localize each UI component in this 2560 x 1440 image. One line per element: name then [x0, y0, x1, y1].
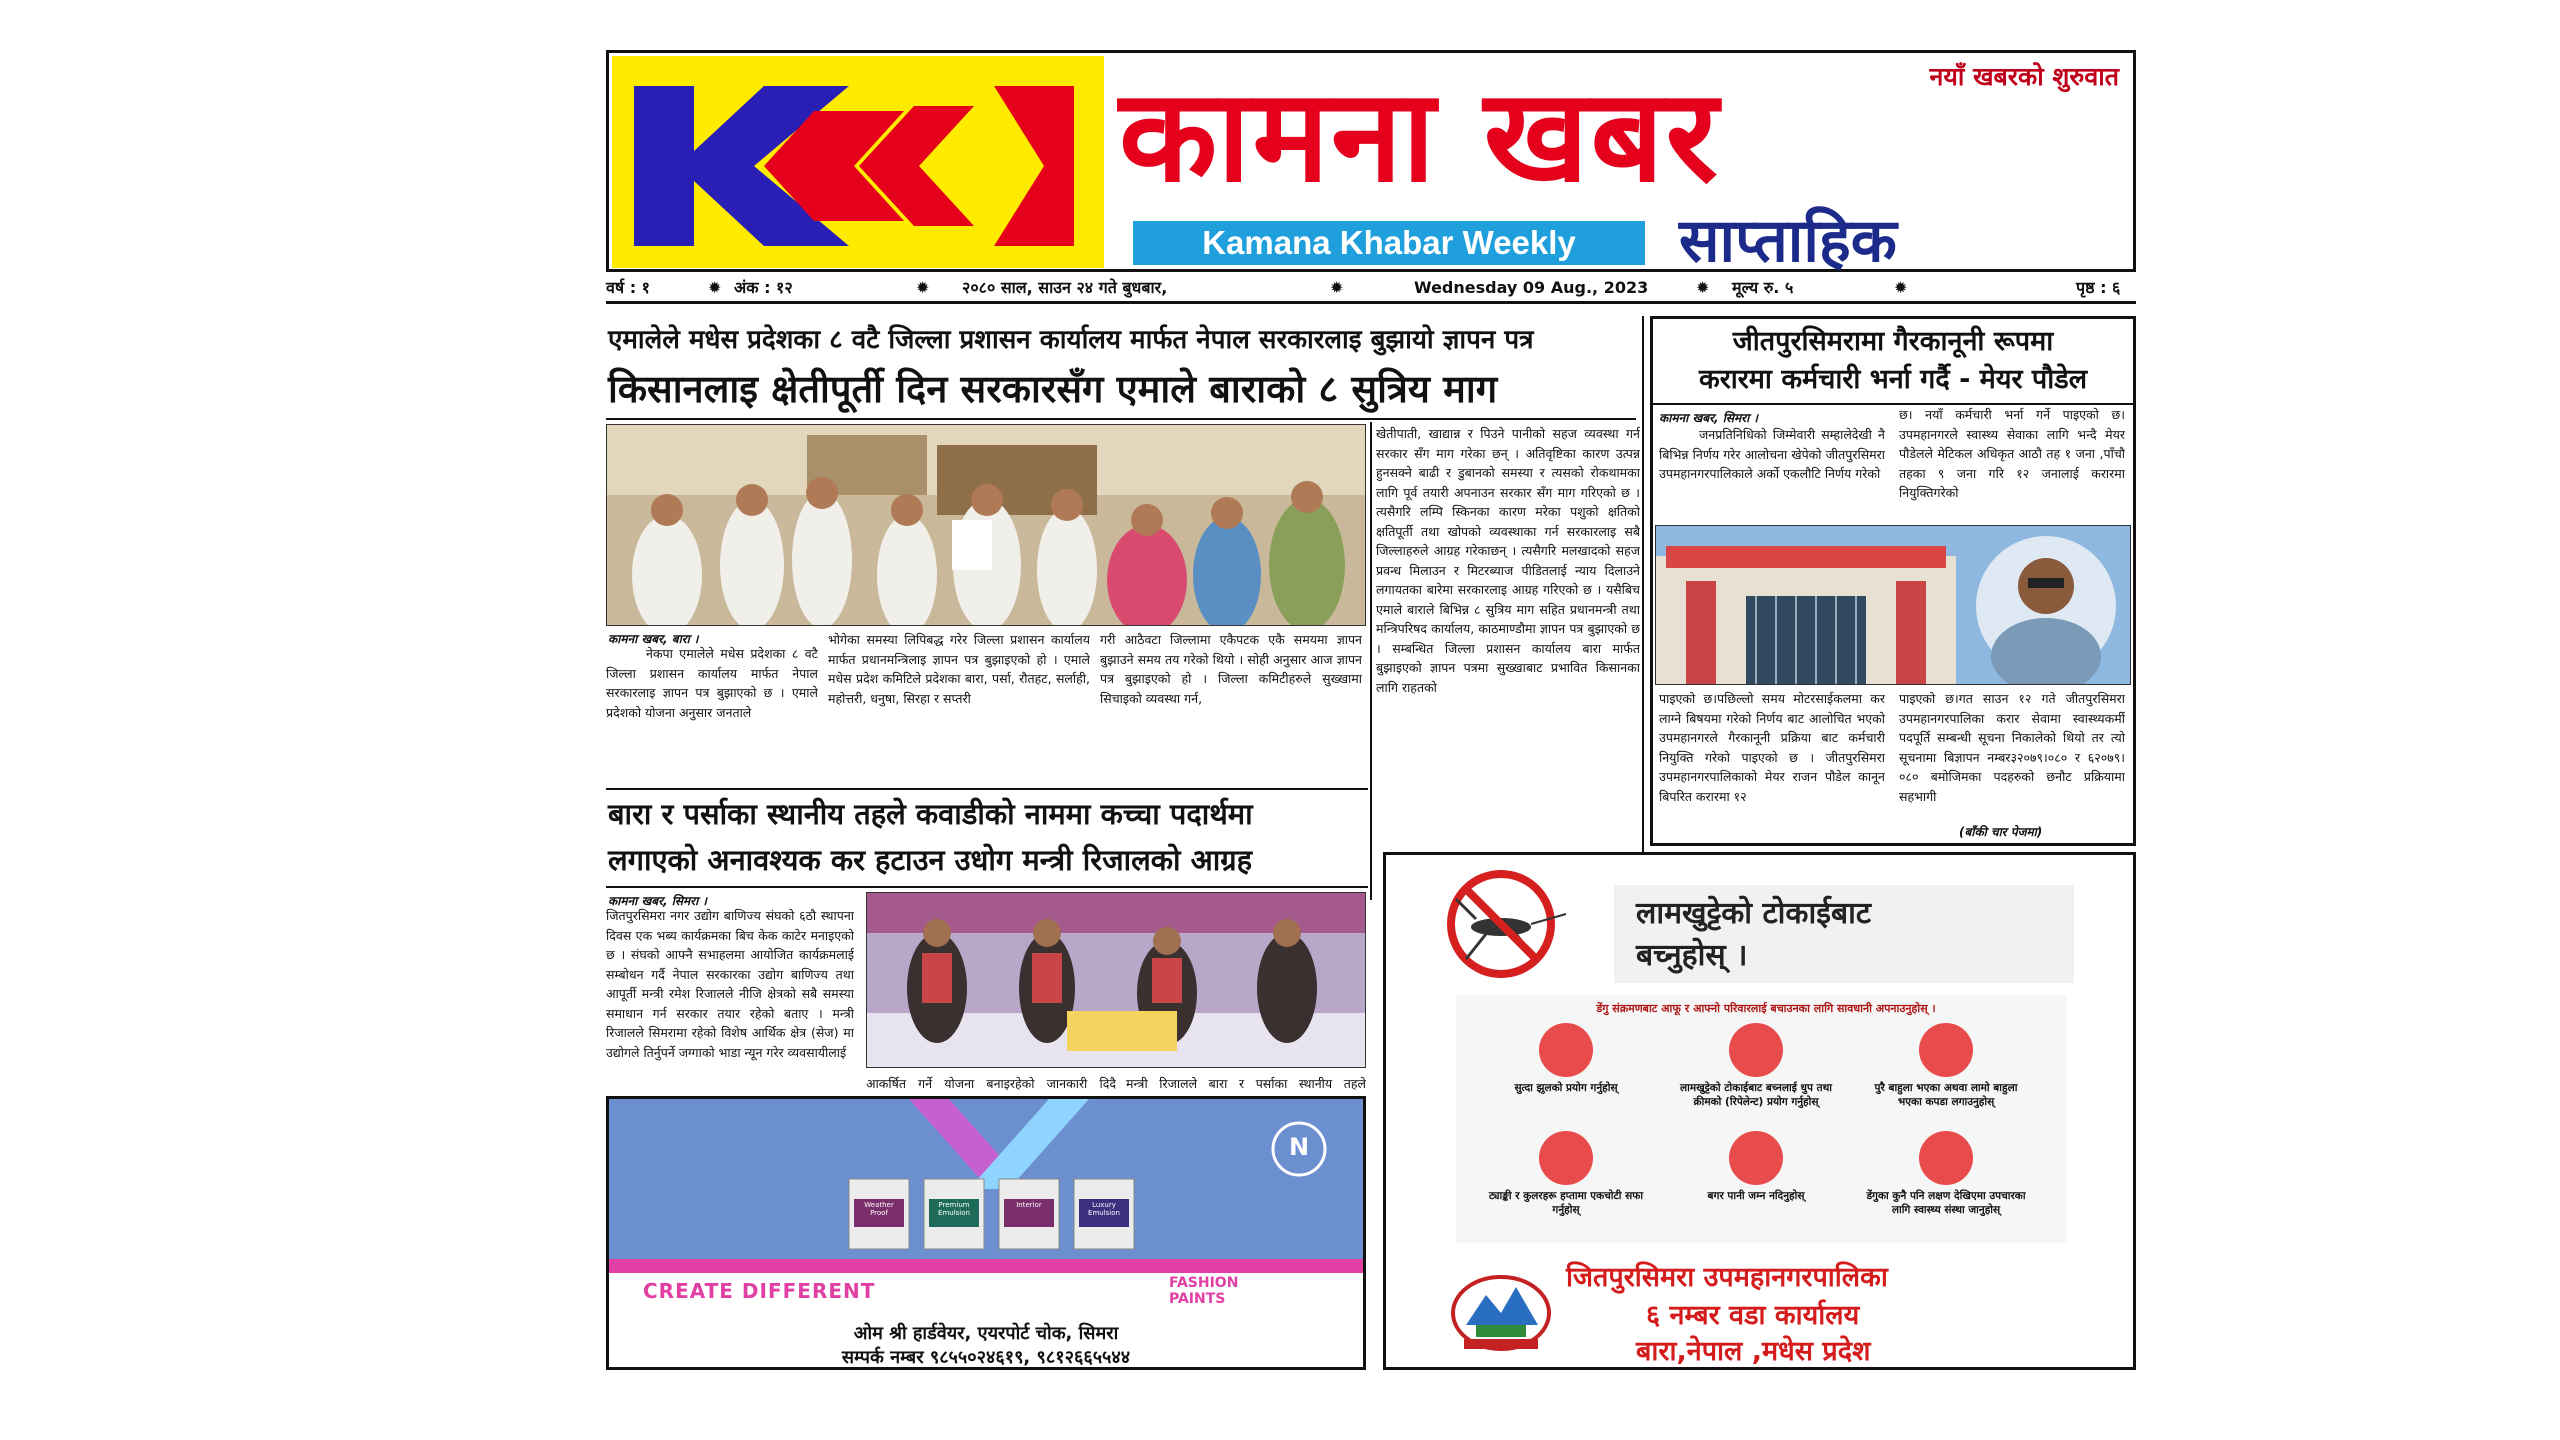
paint-ad-banner [609, 1099, 1363, 1315]
masthead-title: कामना खबर [1119, 62, 1720, 211]
paint-can-label: Weather Proof [864, 1201, 894, 1217]
story2-column-1: जितपुरसिमरा नगर उद्योग बाणिज्य संघको ६ठौ स्थापना दिवस एक भब्य कार्यक्रमका बिच केक काटेर मनाइएको छ । संघको आफ्नै सभाहलमा आयोजित कार्यक्रमलाई सम्बोधन गर्दै नेपाल सरकारका उद्योग बाणिज्य तथा आपूर्ती मन्त्री रमेश रिजालले नीजि क्षेत्रको सबै समस्या समाधान गर्न सरकार तयार रहेको बताए । मन्त्री रिजालले सिमरामा रहेको विशेष आर्थिक क्षेत्र (सेज) मा उद्योगले तिर्नुपर्ने जग्गाको भाडा न्यून गरेर व्यवसायीलाई [606, 908, 854, 1060]
story1-column-4: खेतीपाती, खाद्यान्न र पिउने पानीको सहज व्यवस्था गर्न सरकार सँग माग गरेका छन् । अतिवृष्टिका कारण उत्पन्न हुनसक्ने बाढी र डुबानको समस्या र त्यसको रोकथामका लागि पूर्व तयारी अपनाउन सरकार सँग माग गरिएको छ । त्यसैगरि लम्पि स्किनका कारण मरेका पशुको क्षतिको क्षतिपूर्ती तथा खोपको व्यवस्थाका गर्न सरकारलाइ सबै जिल्लाहरुले आग्रह गरेकाछन् । त्यसैगरि मलखादको सहज प्रवन्ध मिलाउन र मिटरब्याज पीडितलाई न्याय दिलाउने लगायतका बारेमा सरकारलाइ आग्रह गरिएको छ । यसैबिच एमाले बाराले बिभिन्न ८ सुत्रिय माग सहित प्रधानमन्त्री तथा मन्त्रिपरिषद कार्यालय, काठमाण्डौमा ज्ञापन पत्र बुझाएको छ । सम्बन्धित जिल्ला प्रशासन कार्यालय बारा मार्फत बुझाइएको ज्ञापन पत्रमा सुख्खाबाट प्रभावित किसानका लागि राहतको [1376, 426, 1640, 695]
story2-byline: कामना खबर, सिमरा । [608, 894, 707, 908]
bullet-icon: ✹ [708, 278, 722, 297]
volume-year: वर्ष : १ [606, 278, 651, 297]
paint-slogan: CREATE DIFFERENT [643, 1279, 876, 1303]
paint-ad-address: ओम श्री हार्डवेयर, एयरपोर्ट चोक, सिमरा [853, 1323, 1119, 1344]
story1-byline: कामना खबर, बारा । [608, 632, 699, 646]
divider [1642, 316, 1644, 900]
bullet-icon: ✹ [1894, 278, 1908, 297]
divider [606, 886, 1368, 888]
office-gate-photo-icon [1656, 526, 2131, 685]
doctor-icon [1919, 1131, 1973, 1185]
story3-photo [1655, 525, 2131, 685]
paint-can-label: Luxury Emulsion [1088, 1201, 1120, 1217]
paint-brand-line-1: FASHION [1169, 1275, 1239, 1291]
paint-advertisement [606, 1096, 1366, 1370]
kk-logo-icon [614, 56, 1094, 268]
dengue-subtitle: डेंगु संक्रमणबाट आफू र आफ्नो परिवारलाई बचाउनका लागि सावधानी अपनाउनुहोस् । [1596, 1002, 1936, 1015]
dengue-awareness-ad [1383, 852, 2136, 1370]
divider [606, 418, 1636, 420]
story1-column-1: नेकपा एमालेले मधेस प्रदेशका ८ वटै जिल्ला प्रशासन कार्यालय मार्फत नेपाल सरकारलाइ ज्ञापन पत्र बुझाएको छ । एमाले प्रदेशको योजना अनुसार जनताले [606, 646, 818, 720]
net-icon [1539, 1023, 1593, 1077]
page-number: पृष्ठ : ६ [2076, 278, 2121, 297]
logo [612, 56, 1104, 268]
date-nepali: २०८० साल, साउन २४ गते बुधबार, [962, 278, 1168, 297]
dengue-title-line-2: बच्नुहोस् । [1636, 938, 1748, 973]
story1-headline: किसानलाइ क्षेतीपूर्ती दिन सरकारसँग एमाले बाराको ८ सुत्रिय माग [608, 367, 1498, 411]
paint-can-label: Interior [1016, 1201, 1042, 1209]
story3-box [1650, 316, 2136, 846]
story2-headline-line-1: बारा र पर्साका स्थानीय तहले कवाडीको नाममा कच्चा पदार्थमा [608, 797, 1253, 831]
story3-column-3: पाइएको छ।पछिल्लो समय मोटरसाईकलमा कर लाग्ने बिषयमा गरेको निर्णय बाट आलोचित भएको उपमहानगरले गैरकानूनी प्रक्रिया बाट कर्मचारी नियुक्ति गरेको पाइएको छ । जीतपुरसिमरा उपमहानगरपालिकाको मेयर राजन पौडेल कानून बिपरित करारमा १२ [1659, 691, 1885, 804]
dengue-tip: डेंगुका कुनै पनि लक्षण देखिएमा उपचारका लागि स्वास्थ्य संस्था जानुहोस् [1866, 1131, 2026, 1217]
group-photo-icon [607, 425, 1366, 626]
divider [1370, 422, 1372, 900]
price: मूल्य रु. ५ [1732, 278, 1794, 297]
story2-column-2: आकर्षित गर्ने योजना बनाइरहेको जानकारी दिदै [866, 1076, 1116, 1091]
story2-column-3: मन्त्री रिजालले बारा र पर्साका स्थानीय तहले [1126, 1076, 1366, 1091]
story3-headline-line-1: जीतपुरसिमरामा गैरकानूनी रूपमा [1732, 326, 2054, 357]
newspaper-page [606, 50, 2136, 1370]
repellent-icon [1729, 1023, 1783, 1077]
issue-info-strip [606, 276, 2136, 304]
story1-column-2: भोगेका समस्या लिपिबद्ध गरेर जिल्ला प्रशासन कार्यालय मार्फत प्रधानमन्त्रिलाइ ज्ञापन पत्र बुझाइएको हो । एमाले मधेस प्रदेश कमिटिले प्रदेशका बारा, पर्सा, रौतहट, सर्लाही, महोत्तरी, धनुषा, सिरहा र सप्तरी [828, 632, 1090, 706]
ward-office-line-1: जितपुरसिमरा उपमहानगरपालिका [1566, 1262, 1888, 1293]
story2-headline-line-2: लगाएको अनावश्यक कर हटाउन उधोग मन्त्री रिजालको आग्रह [608, 843, 1253, 877]
story1-column-3: गरी आठैवटा जिल्लामा एकैपटक एकै समयमा ज्ञापन बुझाउने समय तय गरेको थियो । सोही अनुसार आज ज्ञापन पत्र बुझाइएको हो । जिल्ला कमिटीहरुले सुख्खामा सिचाइको व्यवस्था गर्न, [1100, 632, 1362, 706]
date-english: Wednesday 09 Aug., 2023 [1414, 278, 1649, 297]
paint-brand [1169, 1275, 1238, 1307]
water-icon [1729, 1131, 1783, 1185]
brand-badge-icon: N [1288, 1133, 1310, 1161]
story3-continued: (बाँकी चार पेजमा) [1959, 825, 2043, 839]
paint-ad-contact: सम्पर्क नम्बर ९८५५०२४६१९, ९८१२६६५५४४ [841, 1347, 1131, 1368]
story3-byline: कामना खबर, सिमरा । [1659, 411, 1758, 425]
weekly-label-en: Kamana Khabar Weekly [1133, 221, 1645, 265]
ward-office-line-2: ६ नम्बर वडा कार्यालय [1646, 1300, 1860, 1331]
weekly-label-np: साप्ताहिक [1679, 206, 1897, 276]
no-mosquito-icon [1416, 869, 1586, 979]
story1-kicker: एमालेले मधेस प्रदेशका ८ वटै जिल्ला प्रशासन कार्यालय मार्फत नेपाल सरकारलाइ बुझायो ज्ञापन पत्र [608, 325, 1534, 355]
dengue-tip: सुत्दा झुलको प्रयोग गर्नुहोस् [1486, 1023, 1646, 1095]
dengue-title-line-1: लामखुट्टेको टोकाईबाट [1636, 896, 1871, 931]
shirt-icon [1919, 1023, 1973, 1077]
story2-photo [866, 892, 1366, 1068]
bullet-icon: ✹ [1330, 278, 1344, 297]
paint-brand-line-2: PAINTS [1169, 1291, 1226, 1307]
story3-column-2: छ। नयाँ कर्मचारी भर्ना गर्ने पाइएको छ।उपमहानगरले स्वास्थ्य सेवाका लागि भन्दै मेयर पौडेलले मेटिकल अधिकृत आठौ तह १ जना ,पाँचौ तहका ९ जना गरि १२ जनालाई करारमा नियुक्तिगरेको [1899, 407, 2125, 500]
divider [606, 788, 1368, 790]
issue-number: अंक : १२ [734, 278, 793, 297]
bullet-icon: ✹ [1696, 278, 1710, 297]
ceremony-photo-icon [867, 893, 1366, 1068]
story3-column-1: जनप्रतिनिधिको जिम्मेवारी सम्हालेदेखी नै बिभिन्न निर्णय गरेर आलोचना खेपेको जीतपुरसिमरा उपमहानगरपालिकाले अर्को एकलौटि निर्णय गरेको [1659, 427, 1885, 481]
story1-photo [606, 424, 1366, 626]
dengue-tip: ट्याङ्की र कुलरहरू हप्तामा एकचोटी सफा गर्नुहोस् [1486, 1131, 1646, 1217]
nepal-emblem-icon [1446, 1265, 1556, 1355]
ward-office-line-3: बारा,नेपाल ,मधेस प्रदेश [1636, 1336, 1871, 1367]
story3-column-4: पाइएको छ।गत साउन १२ गते जीतपुरसिमरा उपमहानगरपालिका करार सेवामा स्वास्थ्यकर्मी पदपूर्ति सम्बन्धी सूचना निकालेको थियो तर त्यो सूचनामा बिज्ञापन नम्बर३२०७९।०८० र ६२०७९।०८० बमोजिमका पदहरुको छनौट प्रक्रियामा सहभागी [1899, 691, 2125, 804]
dengue-tip: बगर पानी जम्न नदिनुहोस् [1676, 1131, 1836, 1203]
paint-can-label: Premium Emulsion [938, 1201, 970, 1217]
dengue-tip: लामखुट्टेको टोकाईबाट बच्नलाई धुप तथा क्रीमको (रिपेलेन्ट) प्रयोग गर्नुहोस् [1676, 1023, 1836, 1109]
tank-icon [1539, 1131, 1593, 1185]
masthead-tagline: नयाँ खबरको शुरुवात [1929, 62, 2119, 91]
bullet-icon: ✹ [916, 278, 930, 297]
masthead [606, 50, 2136, 276]
dengue-tip: पुरै बाहुला भएका अथवा लामो बाहुला भएका कपडा लगाउनुहोस् [1866, 1023, 2026, 1109]
story3-headline-line-2: करारमा कर्मचारी भर्ना गर्दै - मेयर पौडेल [1698, 364, 2088, 395]
